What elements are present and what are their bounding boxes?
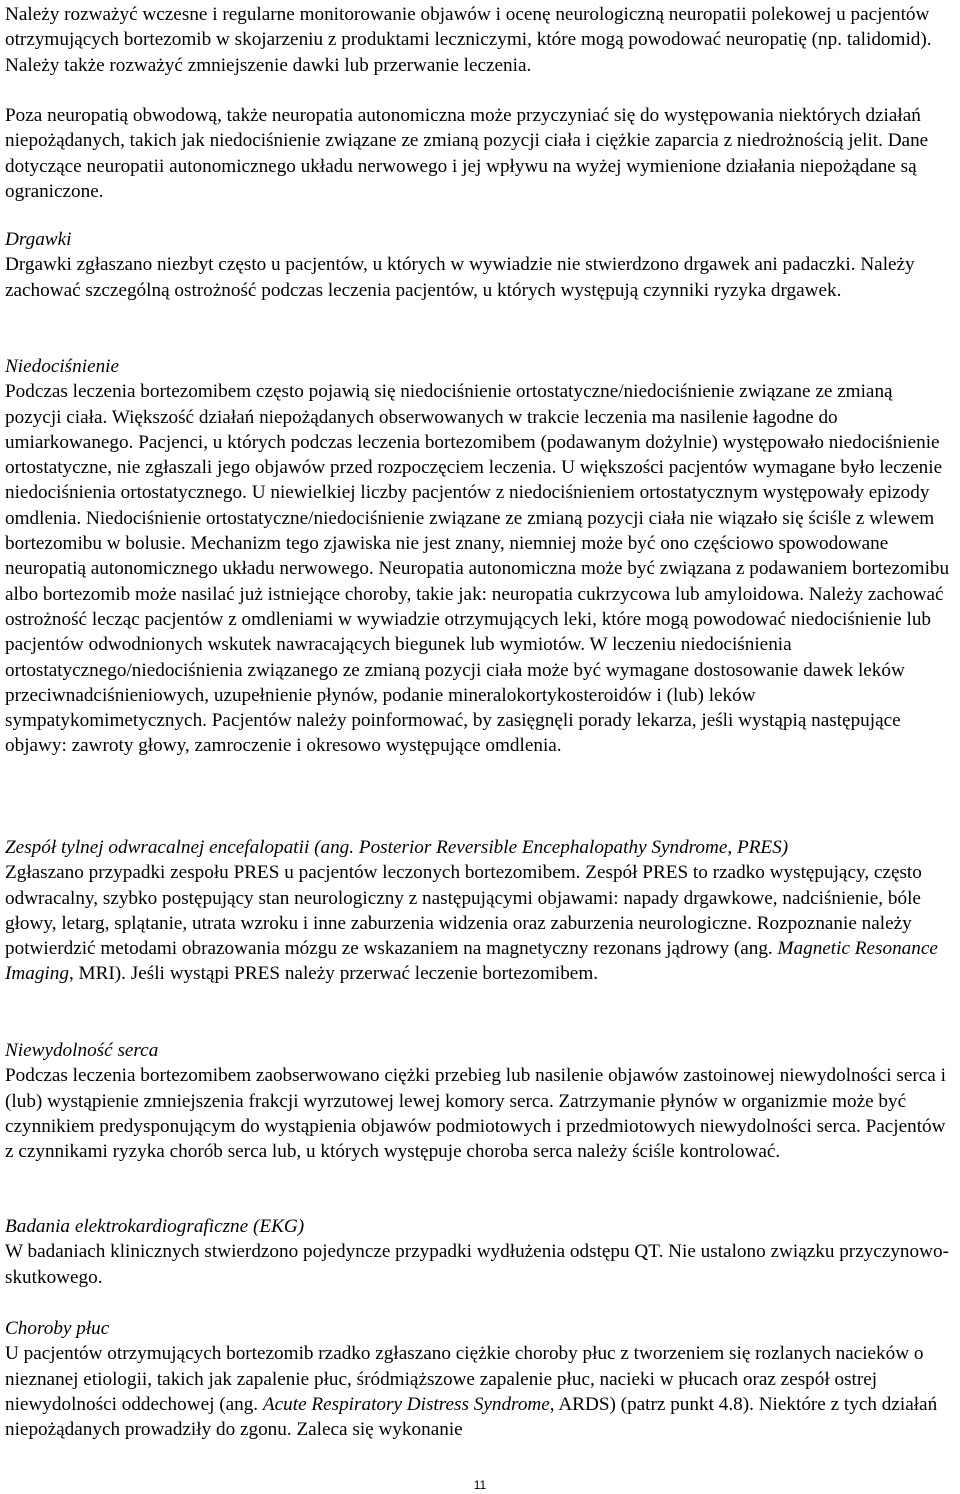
section-lung-disease <box>5 1316 953 1442</box>
seizures-heading: Drgawki <box>5 229 72 250</box>
ecg-heading: Badania elektrokardiograficzne (EKG) <box>5 1216 305 1237</box>
autonomic-data-limited-text: Dane dotyczące neuropatii autonomicznego układu nerwowego i jej wpływu na wyżej wymienione działania niepożądane są ograniczone. <box>5 130 929 202</box>
hypotension-heading: Niedociśnienie <box>5 356 120 377</box>
heart-failure-heading: Niewydolność serca <box>5 1040 159 1061</box>
seizures-body: Drgawki zgłaszano niezbyt często u pacjentów, u których w wywiadzie nie stwierdzono drgawek ani padaczki. Należy zachować szczególną ostrożność podczas leczenia pacjentów, u których występują czynniki ryzyka drgawek. <box>5 254 915 301</box>
hypotension-body: Podczas leczenia bortezomibem często pojawią się niedociśnienie ortostatyczne/niedociśnienie związane ze zmianą pozycji ciała. Większość działań niepożądanych obserwowanych w trakcie leczenia ma nasilenie łagodne do umiarkowanego. Pacjenci, u których podczas leczenia bortezomibem (podawanym dożylnie) występowało niedociśnienie ortostatyczne, nie zgłaszali jego objawów przed rozpoczęciem leczenia. U większości pacjentów wymagane było leczenie niedociśnienia ortostatycznego. U niewielkiej liczby pacjentów z niedociśnieniem ortostatycznym występowały epizody omdlenia. Niedociśnienie ortostatyczne/niedociśnienie związane ze zmianą pozycji ciała nie wiązało się ściśle z wlewem bortezomibu w bolusie. Mechanizm tego zjawiska nie jest znany, niemniej może być ono częściowo spowodowane neuropatią autonomicznego układu nerwowego. Neuropatia autonomiczna może być związana z podawaniem bortezomibu albo bortezomib może nasilać już istniejące choroby, takie jak: neuropatia cukrzycowa lub amyloidowa. Należy zachować ostrożność lecząc pacjentów z omdleniami w wywiadzie otrzymujących leki, które mogą powodować niedociśnienie lub pacjentów odwodnionych wskutek nawracających biegunek lub wymiotów. W leczeniu niedociśnienia ortostatycznego/niedociśnienia związanego ze zmianą pozycji ciała może być wymagane dostosowanie dawek leków przeciwnadciśnieniowych, uzupełnienie płynów, podanie mineralokortykosteroidów i (lub) leków sympatykomimetycznych. Pacjentów należy poinformować, by zasięgnęli porady lekarza, jeśli wystąpią następujące objawy: zawroty głowy, zamroczenie i okresowo występujące omdlenia. <box>5 381 950 757</box>
section-seizures <box>5 227 953 303</box>
pres-heading: Zespół tylnej odwracalnej encefalopatii (ang. Posterior Reversible Encephalopathy Syndrome, PRES) <box>5 837 789 858</box>
heart-failure-body: Podczas leczenia bortezomibem zaobserwowano ciężki przebieg lub nasilenie objawów zastoinowej niewydolności serca i (lub) wystąpienie zmniejszenia frakcji wyrzutowej lewej komory serca. Zatrzymanie płynów w organizmie może być czynnikiem predysponującym do wystąpienia objawów podmiotowych i przedmiotowych niewydolności serca. Pacjentów z czynnikami ryzyka chorób serca lub, u których występuje choroba serca należy ściśle kontrolować. <box>5 1065 946 1163</box>
lung-disease-body-part-1: U pacjentów otrzymujących bortezomib rzadko zgłaszano ciężkie choroby płuc z tworzeniem się rozlanych nacieków o nieznanej etiologii, takich jak zapalenie płuc, śródmiąższowe zapalenie płuc, nacieki w płucach oraz zespół ostrej niewydolności oddechowej (ang. <box>5 1343 924 1415</box>
section-pres <box>5 835 953 987</box>
section-hypotension <box>5 354 953 759</box>
pres-body-mri-term: Magnetic Resonance Imaging <box>5 938 938 985</box>
pres-body-part-2: , MRI). Jeśli wystąpi PRES należy przerwać leczenie bortezomibem. <box>68 963 599 985</box>
section-ecg <box>5 1214 953 1290</box>
paragraph-autonomic-neuropathy <box>5 103 953 204</box>
pres-body-part-1: Zgłaszano przypadki zespołu PRES u pacjentów leczonych bortezomibem. Zespół PRES to rzadko występujący, często odwracalny, szybko postępujący stan neurologiczny z następującymi objawami: napady drgawkowe, nadciśnienie, bóle głowy, letarg, splątanie, utrata wzroku i inne zaburzenia widzenia oraz zaburzenia neurologiczne. Rozpoznanie należy potwierdzić metodami obrazowania mózgu ze wskazaniem na magnetyczny rezonans jądrowy (ang. <box>5 862 922 960</box>
neuropathy-monitoring-text: Należy rozważyć wczesne i regularne monitorowanie objawów i ocenę neurologiczną neuropatii polekowej u pacjentów otrzymujących bortezomib w skojarzeniu z produktami leczniczymi, które mogą powodować neuropatię (np. talidomid). <box>5 4 932 51</box>
page-number: 11 <box>473 1478 487 1492</box>
section-heart-failure <box>5 1038 953 1164</box>
ecg-body: W badaniach klinicznych stwierdzono pojedyncze przypadki wydłużenia odstępu QT. Nie ustalono związku przyczynowo-skutkowego. <box>5 1241 949 1288</box>
lung-disease-ards-term: Acute Respiratory Distress Syndrome <box>262 1393 550 1415</box>
paragraph-neuropathy-monitoring <box>5 2 953 78</box>
lung-disease-body-part-2: , ARDS) (patrz punkt 4.8). Niektóre z tych działań niepożądanych prowadziły do zgonu. Zaleca się wykonanie <box>5 1393 938 1441</box>
autonomic-neuropathy-text: Poza neuropatią obwodową, także neuropatia autonomiczna może przyczyniać się do występowania niektórych działań niepożądanych, takich jak niedociśnienie związane ze zmianą pozycji ciała i ciężkie zaparcia z niedrożnością jelit. <box>5 105 921 152</box>
lung-disease-heading: Choroby płuc <box>5 1318 110 1339</box>
neuropathy-dose-reduction-text: Należy także rozważyć zmniejszenie dawki lub przerwanie leczenia. <box>5 54 532 76</box>
